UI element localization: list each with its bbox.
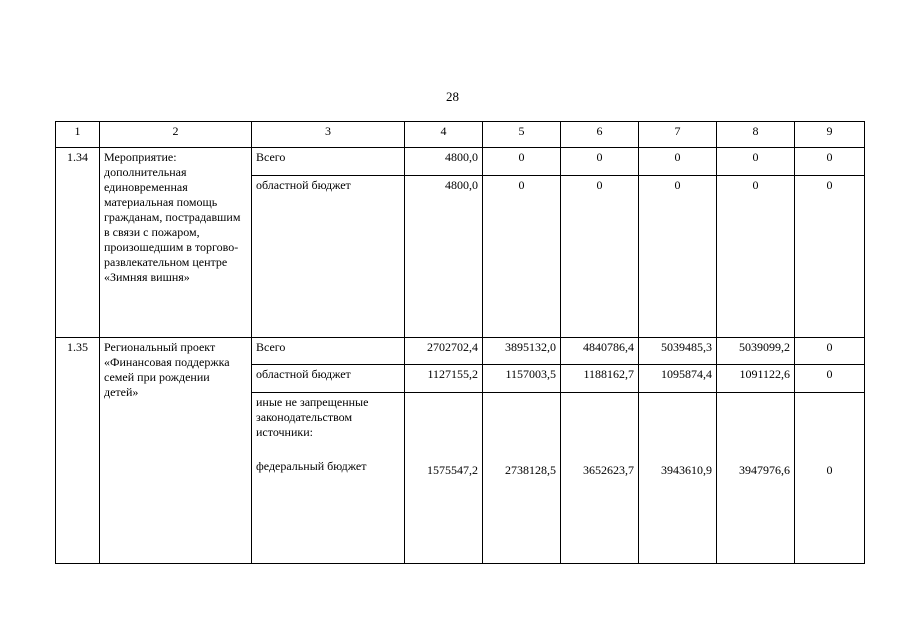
value-cell: 1091122,6 bbox=[717, 365, 795, 393]
table-row bbox=[56, 338, 865, 365]
page-number: 28 bbox=[446, 89, 459, 104]
column-number-row bbox=[56, 122, 865, 148]
funding-source-label: Всего bbox=[252, 148, 405, 176]
value-cell: 0 bbox=[717, 148, 795, 176]
row-index: 1.34 bbox=[56, 148, 100, 338]
value-cell: 0 bbox=[795, 338, 865, 365]
value-cell: 0 bbox=[561, 148, 639, 176]
value-cell: 1095874,4 bbox=[639, 365, 717, 393]
value-cell: 0 bbox=[483, 148, 561, 176]
value-cell: 1188162,7 bbox=[561, 365, 639, 393]
column-number: 2 bbox=[100, 122, 252, 148]
value-cell: 2738128,5 bbox=[483, 393, 561, 564]
funding-source-label: федеральный бюджет bbox=[256, 459, 367, 473]
value-cell: 1127155,2 bbox=[405, 365, 483, 393]
value-cell: 0 bbox=[639, 176, 717, 338]
funding-source-note: иные не запрещенные законодательством источники: bbox=[256, 395, 369, 439]
value-cell: 0 bbox=[561, 176, 639, 338]
row-description: Региональный проект «Финансовая поддержка семей при рождении детей» bbox=[100, 338, 252, 564]
column-number: 3 bbox=[252, 122, 405, 148]
value-cell: 0 bbox=[639, 148, 717, 176]
column-number: 6 bbox=[561, 122, 639, 148]
value-cell: 0 bbox=[795, 148, 865, 176]
value-cell: 0 bbox=[795, 393, 865, 564]
column-number: 5 bbox=[483, 122, 561, 148]
value-cell: 4800,0 bbox=[405, 176, 483, 338]
value-cell: 3947976,6 bbox=[717, 393, 795, 564]
value-cell: 5039485,3 bbox=[639, 338, 717, 365]
value-cell: 0 bbox=[717, 176, 795, 338]
value-cell: 5039099,2 bbox=[717, 338, 795, 365]
column-number: 7 bbox=[639, 122, 717, 148]
funding-source-cell bbox=[252, 393, 405, 564]
value-cell: 0 bbox=[483, 176, 561, 338]
row-description: Мероприятие: дополнительная единовременная материальная помощь гражданам, пострадавшим в связи с пожаром, произошедшим в торгово-развлекательном центре «Зимняя вишня» bbox=[100, 148, 252, 338]
funding-source-label: Всего bbox=[252, 338, 405, 365]
value-cell: 1157003,5 bbox=[483, 365, 561, 393]
column-number: 9 bbox=[795, 122, 865, 148]
value-cell: 0 bbox=[795, 365, 865, 393]
budget-table bbox=[55, 121, 865, 564]
column-number: 1 bbox=[56, 122, 100, 148]
value-cell: 4840786,4 bbox=[561, 338, 639, 365]
value-cell: 1575547,2 bbox=[405, 393, 483, 564]
column-number: 8 bbox=[717, 122, 795, 148]
funding-source-label: областной бюджет bbox=[252, 176, 405, 338]
value-cell: 3652623,7 bbox=[561, 393, 639, 564]
value-cell: 4800,0 bbox=[405, 148, 483, 176]
value-cell: 3943610,9 bbox=[639, 393, 717, 564]
column-number: 4 bbox=[405, 122, 483, 148]
value-cell: 2702702,4 bbox=[405, 338, 483, 365]
table-row bbox=[56, 148, 865, 176]
value-cell: 0 bbox=[795, 176, 865, 338]
funding-source-label: областной бюджет bbox=[252, 365, 405, 393]
row-index: 1.35 bbox=[56, 338, 100, 564]
value-cell: 3895132,0 bbox=[483, 338, 561, 365]
